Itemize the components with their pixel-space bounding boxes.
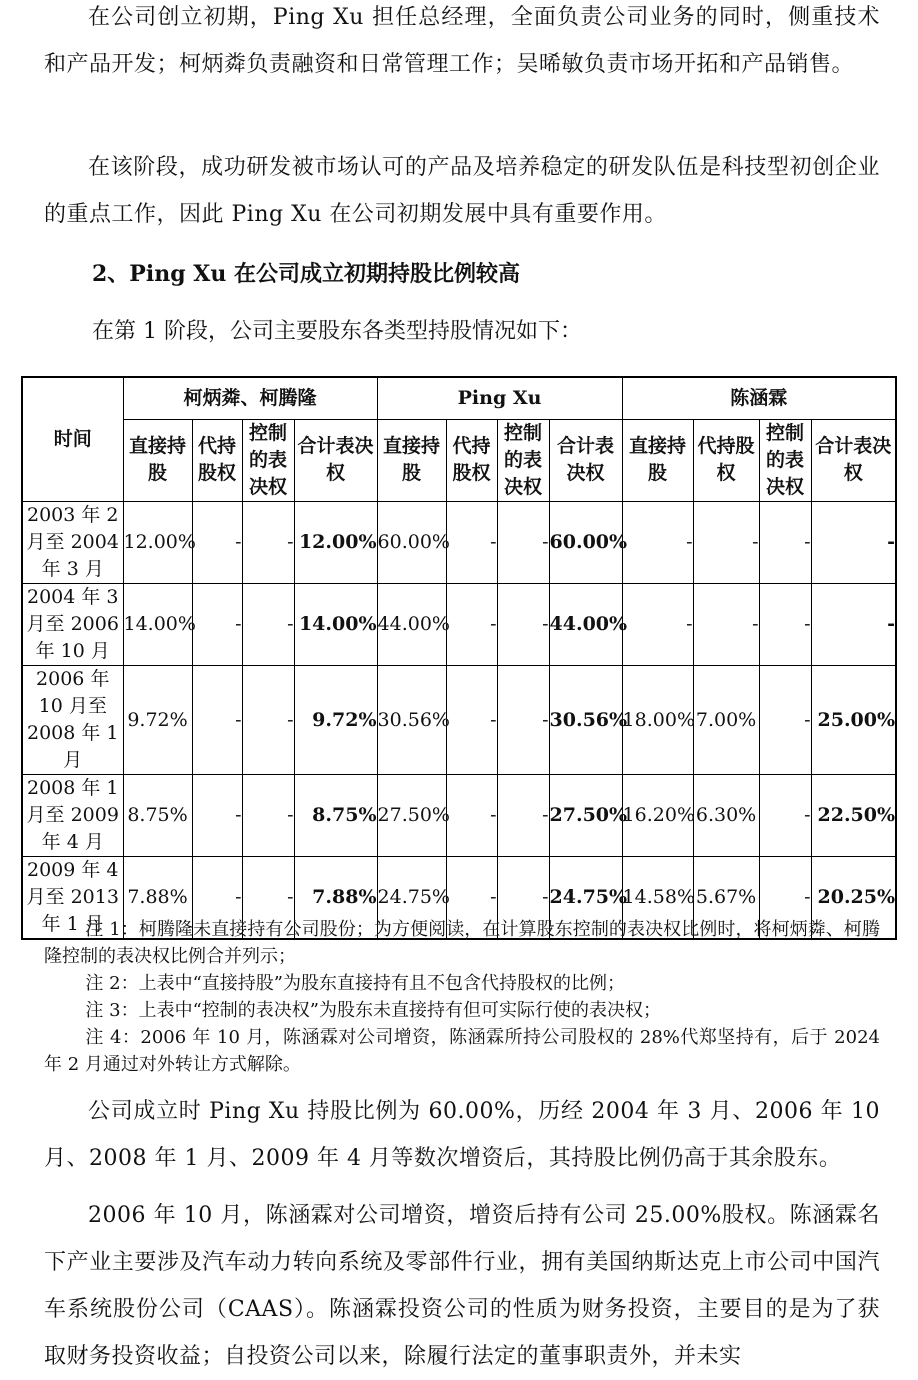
value-cell: - bbox=[622, 583, 693, 665]
value-cell: - bbox=[446, 583, 497, 665]
value-cell: - bbox=[242, 856, 294, 939]
value-cell: - bbox=[192, 774, 242, 856]
value-cell: 24.75% bbox=[549, 856, 622, 939]
value-cell: - bbox=[759, 501, 811, 583]
value-cell: 27.50% bbox=[549, 774, 622, 856]
table-notes bbox=[44, 916, 880, 1078]
period-cell: 2008 年 1 月至 2009 年 4 月 bbox=[22, 774, 123, 856]
note-4: 注 4：2006 年 10 月，陈涵霖对公司增资，陈涵霖所持公司股权的 28%代郑坚持有，后于 2024 年 2 月通过对外转让方式解除。 bbox=[44, 1027, 880, 1075]
table-row bbox=[22, 583, 896, 665]
value-cell: - bbox=[446, 774, 497, 856]
value-cell: - bbox=[192, 501, 242, 583]
period-cell: 2003 年 2 月至 2004 年 3 月 bbox=[22, 501, 123, 583]
subheader-direct: 直接持股 bbox=[377, 419, 446, 501]
value-cell: - bbox=[446, 501, 497, 583]
value-cell: 12.00% bbox=[123, 501, 192, 583]
value-cell: - bbox=[497, 774, 549, 856]
value-cell: - bbox=[693, 501, 759, 583]
period-cell: 2009 年 4 月至 2013 年 1 月 bbox=[22, 856, 123, 939]
table-intro: 在第 1 阶段，公司主要股东各类型持股情况如下： bbox=[92, 319, 582, 344]
subheader-controlled: 控制的表决权 bbox=[759, 419, 811, 501]
value-cell: 12.00% bbox=[294, 501, 377, 583]
value-cell: 7.88% bbox=[294, 856, 377, 939]
value-cell: 7.88% bbox=[123, 856, 192, 939]
subheader-total: 合计表决权 bbox=[294, 419, 377, 501]
value-cell: - bbox=[192, 665, 242, 774]
value-cell: - bbox=[811, 501, 896, 583]
value-cell: - bbox=[242, 583, 294, 665]
note-2: 注 2：上表中“直接持股”为股东直接持有且不包含代持股权的比例； bbox=[85, 973, 625, 994]
value-cell: 9.72% bbox=[123, 665, 192, 774]
group-header-chen: 陈涵霖 bbox=[622, 377, 896, 419]
value-cell: 44.00% bbox=[377, 583, 446, 665]
value-cell: - bbox=[242, 501, 294, 583]
value-cell: 25.00% bbox=[811, 665, 896, 774]
value-cell: - bbox=[497, 501, 549, 583]
period-cell: 2006 年 10 月至 2008 年 1 月 bbox=[22, 665, 123, 774]
value-cell: - bbox=[811, 583, 896, 665]
time-header: 时间 bbox=[22, 377, 123, 501]
period-cell: 2004 年 3 月至 2006 年 10 月 bbox=[22, 583, 123, 665]
value-cell: 16.20% bbox=[622, 774, 693, 856]
paragraph-chen-investment: 2006 年 10 月，陈涵霖对公司增资，增资后持有公司 25.00%股权。陈涵霖名下产业主要涉及汽车动力转向系统及零部件行业，拥有美国纳斯达克上市公司中国汽车系统股份公司（CAAS）。陈涵霖投资公司的性质为财务投资，主要目的是为了获取财务投资收益；自投资公司以来，除履行法定的董事职责外，并未实 bbox=[44, 1203, 880, 1369]
subheader-proxy: 代持股权 bbox=[446, 419, 497, 501]
subheader-proxy: 代持股权 bbox=[192, 419, 242, 501]
value-cell: 7.00% bbox=[693, 665, 759, 774]
value-cell: 8.75% bbox=[294, 774, 377, 856]
subheader-direct: 直接持股 bbox=[622, 419, 693, 501]
value-cell: - bbox=[622, 501, 693, 583]
value-cell: - bbox=[242, 774, 294, 856]
value-cell: - bbox=[192, 856, 242, 939]
value-cell: - bbox=[192, 583, 242, 665]
value-cell: - bbox=[759, 856, 811, 939]
value-cell: - bbox=[497, 856, 549, 939]
table-row bbox=[22, 501, 896, 583]
value-cell: - bbox=[759, 774, 811, 856]
value-cell: - bbox=[446, 856, 497, 939]
value-cell: 60.00% bbox=[377, 501, 446, 583]
value-cell: 14.00% bbox=[294, 583, 377, 665]
subheader-controlled: 控制的表决权 bbox=[497, 419, 549, 501]
shareholding-table bbox=[21, 376, 897, 940]
table-row bbox=[22, 774, 896, 856]
value-cell: - bbox=[759, 583, 811, 665]
value-cell: 44.00% bbox=[549, 583, 622, 665]
subheader-direct: 直接持股 bbox=[123, 419, 192, 501]
value-cell: 24.75% bbox=[377, 856, 446, 939]
value-cell: - bbox=[242, 665, 294, 774]
value-cell: 6.30% bbox=[693, 774, 759, 856]
value-cell: 14.00% bbox=[123, 583, 192, 665]
subheader-total: 合计表决权 bbox=[811, 419, 896, 501]
value-cell: - bbox=[693, 583, 759, 665]
subheader-proxy: 代持股权 bbox=[693, 419, 759, 501]
value-cell: 9.72% bbox=[294, 665, 377, 774]
value-cell: 60.00% bbox=[549, 501, 622, 583]
value-cell: 27.50% bbox=[377, 774, 446, 856]
value-cell: - bbox=[497, 665, 549, 774]
paragraph-rd-importance: 在该阶段，成功研发被市场认可的产品及培养稳定的研发队伍是科技型初创企业的重点工作，因此 Ping Xu 在公司初期发展中具有重要作用。 bbox=[44, 155, 880, 227]
group-header-pingxu: Ping Xu bbox=[377, 377, 622, 419]
value-cell: - bbox=[446, 665, 497, 774]
group-header-ke: 柯炳粦、柯腾隆 bbox=[123, 377, 377, 419]
value-cell: 30.56% bbox=[549, 665, 622, 774]
value-cell: 30.56% bbox=[377, 665, 446, 774]
table-body bbox=[22, 501, 896, 939]
value-cell: - bbox=[497, 583, 549, 665]
paragraph-management-roles: 在公司创立初期，Ping Xu 担任总经理，全面负责公司业务的同时，侧重技术和产品开发；柯炳粦负责融资和日常管理工作；吴晞敏负责市场开拓和产品销售。 bbox=[44, 5, 880, 77]
subheader-controlled: 控制的表决权 bbox=[242, 419, 294, 501]
value-cell: - bbox=[759, 665, 811, 774]
paragraph-pingxu-holding: 公司成立时 Ping Xu 持股比例为 60.00%，历经 2004 年 3 月、2006 年 10 月、2008 年 1 月、2009 年 4 月等数次增资后，其持股比例仍高于其余股东。 bbox=[44, 1099, 880, 1171]
table-row bbox=[22, 665, 896, 774]
subheader-total: 合计表决权 bbox=[549, 419, 622, 501]
note-3: 注 3：上表中“控制的表决权”为股东未直接持有但可实际行使的表决权； bbox=[85, 1000, 661, 1021]
value-cell: 22.50% bbox=[811, 774, 896, 856]
value-cell: 14.58% bbox=[622, 856, 693, 939]
value-cell: 8.75% bbox=[123, 774, 192, 856]
note-1: 注 1：柯腾隆未直接持有公司股份；为方便阅读，在计算股东控制的表决权比例时，将柯炳粦、柯腾隆控制的表决权比例合并列示； bbox=[44, 919, 880, 967]
value-cell: 18.00% bbox=[622, 665, 693, 774]
value-cell: 20.25% bbox=[811, 856, 896, 939]
section-heading: 2、Ping Xu 在公司成立初期持股比例较高 bbox=[92, 261, 520, 287]
value-cell: 5.67% bbox=[693, 856, 759, 939]
